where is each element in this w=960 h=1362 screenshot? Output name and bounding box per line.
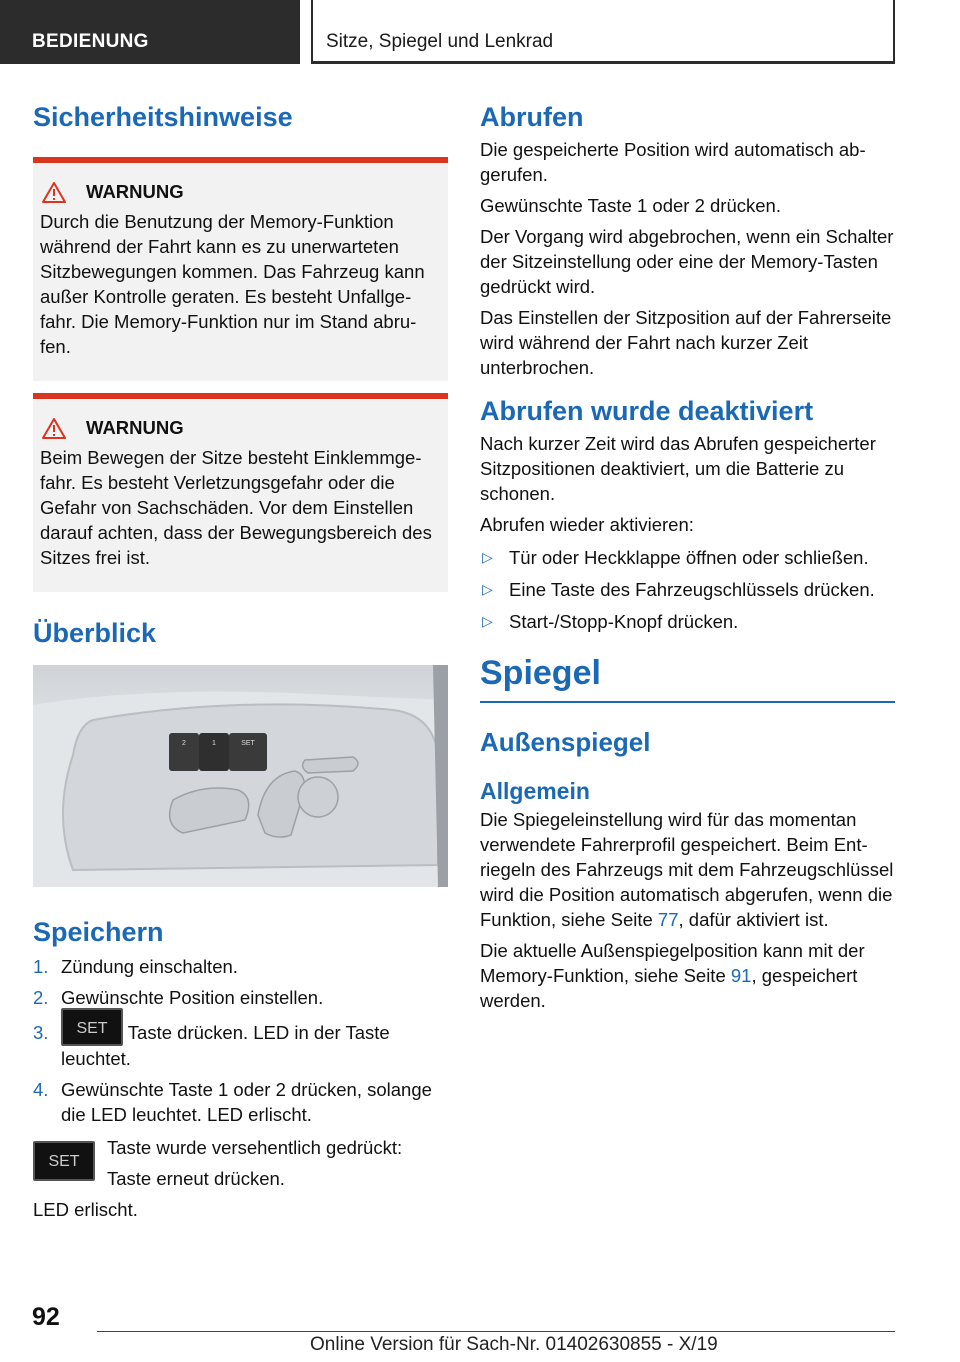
memory-button-2-label: 2 xyxy=(182,740,186,748)
paragraph: Nach kurzer Zeit wird das Abrufen gespeicherter Sitzpositionen deaktiviert, um die Batterie zu schonen. xyxy=(480,433,876,505)
reactivate-list xyxy=(480,545,895,634)
page-number: 92 xyxy=(32,1303,60,1331)
note-text xyxy=(107,1135,402,1191)
right-column xyxy=(480,100,895,1013)
heading-rule xyxy=(480,701,895,703)
step-text: Taste drücken. LED in der Taste leuchtet. xyxy=(61,1022,390,1070)
warning-label: WARNUNG xyxy=(86,181,184,203)
safety-heading: Sicherheitshinweise xyxy=(33,102,293,132)
warning-text: Durch die Benutzung der Memory-Funktion während der Fahrt kann es zu unerwarteten Sitzbewegungen kommen. Das Fahrzeug kann außer Kontrolle geraten. Es besteht Unfallgefahr. Die Memory-Funktion nur im Stand abrufen. xyxy=(40,211,425,358)
set-button-icon: SET xyxy=(61,1008,123,1046)
paragraph: Gewünschte Taste 1 oder 2 drücken. xyxy=(480,195,781,217)
list-item xyxy=(480,577,895,602)
bullet-triangle-icon: ▷ xyxy=(482,613,493,630)
footer-text: Online Version für Sach-Nr. 01402630855 - X/19 xyxy=(310,1334,718,1355)
seat-controls-photo xyxy=(33,665,448,887)
step-text: Gewünschte Taste 1 oder 2 drücken, solange die LED leuchtet. LED erlischt. xyxy=(61,1079,432,1126)
warning-text: Beim Bewegen der Sitze besteht Einklemmgefahr. Es besteht Verletzungsgefahr oder die Gefahr von Sachschäden. Vor dem Einstellen darauf achten, dass der Bewegungsbereich des Sitzes frei ist. xyxy=(40,447,432,569)
paragraph: Der Vorgang wird abgebrochen, wenn ein Schalter der Sitzeinstellung oder eine der Memory-Tasten gedrückt wird. xyxy=(480,226,894,298)
mirror-heading: Spiegel xyxy=(480,654,601,693)
step-number: 4. xyxy=(33,1079,49,1101)
paragraph: Die gespeicherte Position wird automatisch abgerufen. xyxy=(480,139,866,186)
bullet-triangle-icon: ▷ xyxy=(482,549,493,566)
memory-button-1-label: 1 xyxy=(212,740,216,748)
page-link-91[interactable]: 91 xyxy=(730,965,752,987)
step-number: 3. xyxy=(33,1022,49,1044)
warning-header xyxy=(40,181,436,203)
bullet-triangle-icon: ▷ xyxy=(482,581,493,598)
list-item xyxy=(480,609,895,634)
memory-button-set-label: SET xyxy=(241,740,255,748)
outer-mirror-heading: Außenspiegel xyxy=(480,727,651,758)
bullet-text: Eine Taste des Fahrzeugschlüssels drücken. xyxy=(509,579,875,601)
paragraph: Abrufen wieder aktivieren: xyxy=(480,514,694,536)
text-part: Die Spiegeleinstellung wird für das momentan verwendete Fahrerprofil gespeichert. Beim Entriegeln des Fahrzeugs mit dem Fahrzeugschlüssel wird die Position automatisch abgerufen, wenn die Funktion, siehe Seite xyxy=(480,809,894,931)
list-item xyxy=(33,1020,448,1071)
list-item xyxy=(480,545,895,570)
bullet-text: Start-/Stopp-Knopf drücken. xyxy=(509,611,739,633)
set-button-icon: SET xyxy=(33,1141,95,1181)
section-tab: BEDIENUNG xyxy=(0,0,300,64)
note-block xyxy=(33,1135,448,1191)
step-number: 2. xyxy=(33,987,49,1009)
left-column xyxy=(33,100,448,1222)
bullet-text: Tür oder Heckklappe öffnen oder schließen. xyxy=(509,547,869,569)
general-heading: Allgemein xyxy=(480,778,590,805)
page-link-77[interactable]: 77 xyxy=(657,909,679,931)
footer-rule xyxy=(97,1331,895,1332)
paragraph: Das Einstellen der Sitzposition auf der Fahrerseite wird während der Fahrt nach kurzer Zeit unterbrochen. xyxy=(480,307,892,379)
warning-box-2 xyxy=(33,393,448,592)
paragraph xyxy=(480,807,895,932)
warning-triangle-icon xyxy=(42,418,66,439)
page-header xyxy=(0,0,960,66)
list-item xyxy=(33,1077,448,1127)
deactivated-heading: Abrufen wurde deaktiviert xyxy=(480,396,814,427)
step-text: Zündung einschalten. xyxy=(61,956,238,978)
step-number: 1. xyxy=(33,956,49,978)
text-part: , dafür aktiviert ist. xyxy=(678,909,829,931)
note-line: Taste erneut drücken. xyxy=(107,1168,285,1190)
text-part: , gespeichert werden. xyxy=(480,965,858,1012)
warning-header xyxy=(40,417,436,439)
overview-heading: Überblick xyxy=(33,618,157,649)
text-part: Die aktuelle Außenspiegelposition kann mit der Memory-Funktion, siehe Seite xyxy=(480,940,865,987)
list-item xyxy=(33,985,448,1010)
chapter-title: Sitze, Spiegel und Lenkrad xyxy=(311,0,895,64)
warning-label: WARNUNG xyxy=(86,417,184,439)
save-steps-list xyxy=(33,954,448,1127)
recall-heading: Abrufen xyxy=(480,102,584,132)
paragraph xyxy=(480,938,895,1013)
warning-triangle-icon xyxy=(42,182,66,203)
led-off-text: LED erlischt. xyxy=(33,1199,138,1221)
save-heading: Speichern xyxy=(33,917,164,948)
warning-box-1 xyxy=(33,157,448,381)
list-item xyxy=(33,954,448,979)
step-text: Gewünschte Position einstellen. xyxy=(61,987,324,1009)
note-line: Taste wurde versehentlich gedrückt: xyxy=(107,1137,403,1159)
seat-panel-illustration xyxy=(33,665,448,887)
